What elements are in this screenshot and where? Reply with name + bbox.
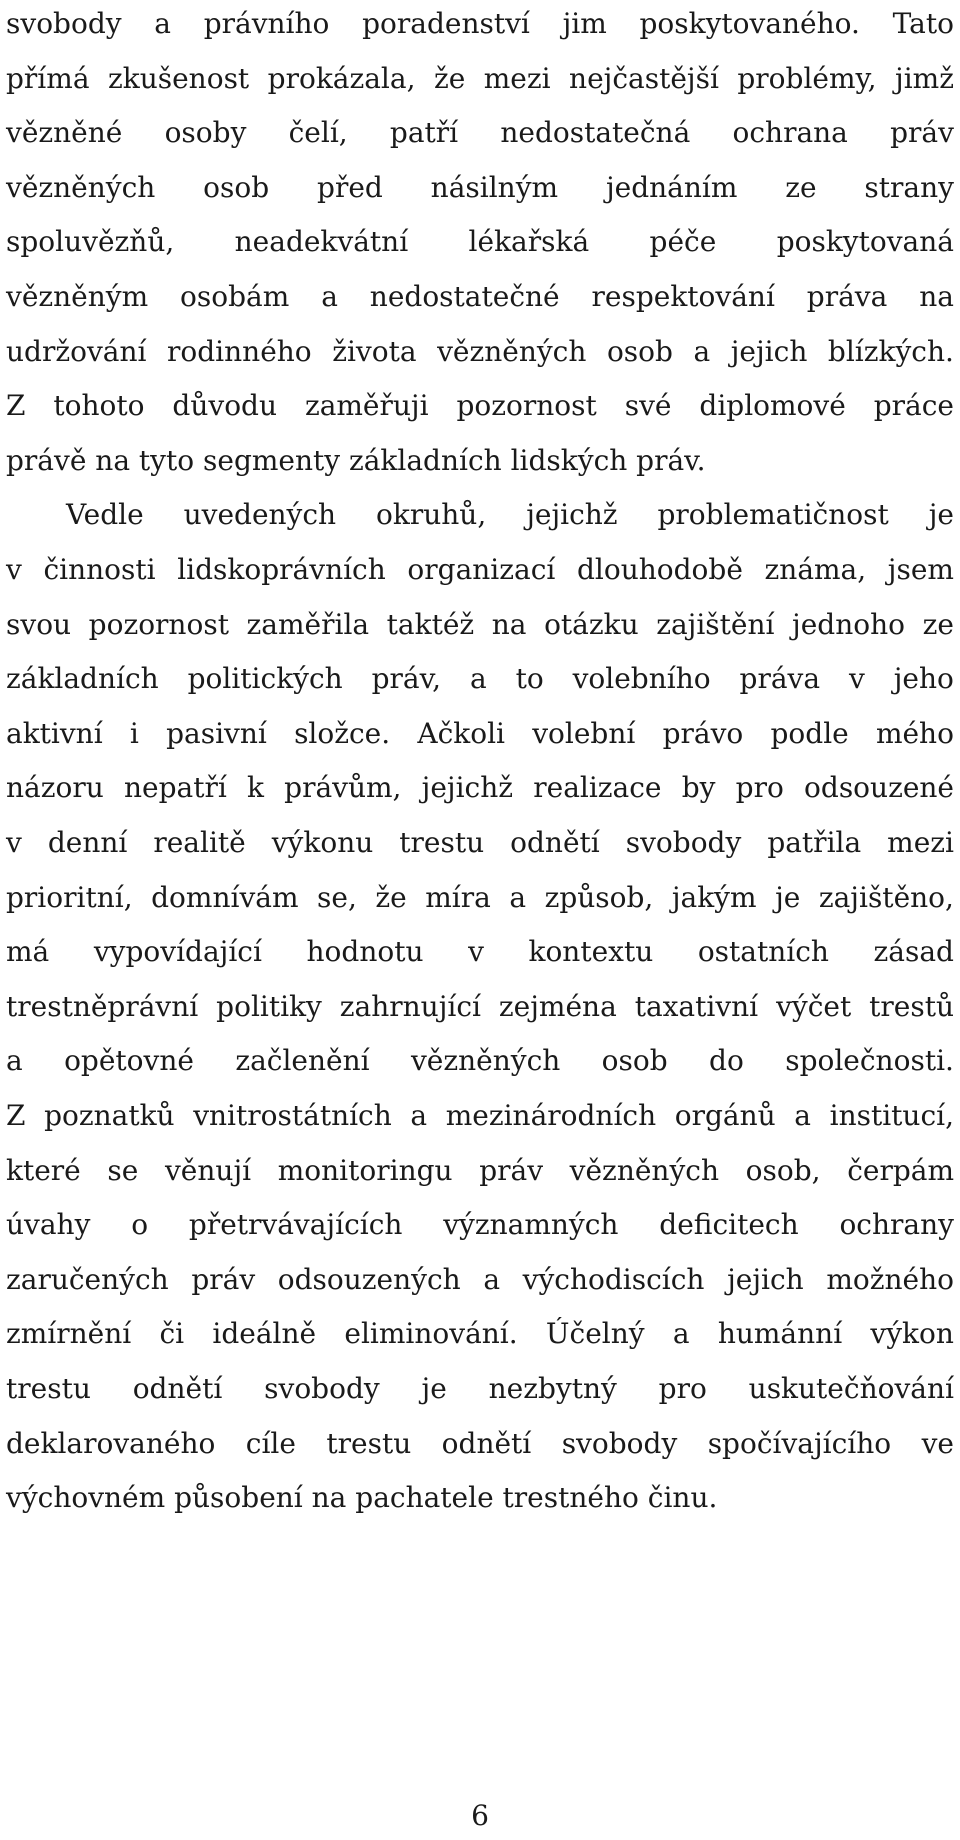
text-line: zmírnění či ideálně eliminování. Účelný a humánní výkon <box>6 1317 954 1351</box>
text-line: zaručených práv odsouzených a východiscích jejich možného <box>6 1262 954 1296</box>
text-line: názoru nepatří k právům, jejichž realizace by pro odsouzené <box>6 771 954 805</box>
text-line: právě na tyto segmenty základních lidských práv. <box>6 443 706 477</box>
text-line: svou pozornost zaměřila taktéž na otázku zajištění jednoho ze <box>6 607 954 641</box>
text-line: deklarovaného cíle trestu odnětí svobody spočívajícího ve <box>6 1426 954 1460</box>
text-line: úvahy o přetrvávajících významných deficitech ochrany <box>6 1208 954 1242</box>
text-line: Vedle uvedených okruhů, jejichž problematičnost je <box>66 498 954 532</box>
text-line: prioritní, domnívám se, že míra a způsob, jakým je zajištěno, <box>6 880 954 914</box>
text-line: trestu odnětí svobody je nezbytný pro uskutečňování <box>6 1372 954 1405</box>
text-line: základních politických práv, a to volebního práva v jeho <box>6 662 954 696</box>
text-line: spoluvězňů, neadekvátní lékařská péče poskytovaná <box>6 225 954 259</box>
text-line: výchovném působení na pachatele trestného činu. <box>6 1481 718 1515</box>
text-line: má vypovídající hodnotu v kontextu ostatních zásad <box>6 935 954 969</box>
text-line: a opětovné začlenění vězněných osob do společnosti. <box>6 1044 954 1078</box>
text-line: v činnosti lidskoprávních organizací dlouhodobě známa, jsem <box>6 553 954 586</box>
text-line: trestněprávní politiky zahrnující zejména taxativní výčet trestů <box>6 989 954 1023</box>
text-line: přímá zkušenost prokázala, že mezi nejčastější problémy, jimž <box>6 61 954 95</box>
text-line: aktivní i pasivní složce. Ačkoli volební právo podle mého <box>6 716 954 750</box>
text-line: Z poznatků vnitrostátních a mezinárodních orgánů a institucí, <box>6 1099 954 1132</box>
text-line: které se věnují monitoringu práv vězněných osob, čerpám <box>6 1153 954 1187</box>
text-line: vězněné osoby čelí, patří nedostatečná ochrana práv <box>6 116 954 150</box>
text-line: vězněným osobám a nedostatečné respektování práva na <box>6 280 954 313</box>
text-line: vězněných osob před násilným jednáním ze strany <box>6 170 954 204</box>
page-number: 6 <box>471 1799 489 1832</box>
text-line: Z tohoto důvodu zaměřuji pozornost své diplomové práce <box>6 389 954 423</box>
text-line: svobody a právního poradenství jim poskytovaného. Tato <box>6 7 954 40</box>
text-line: v denní realitě výkonu trestu odnětí svobody patřila mezi <box>6 826 954 859</box>
text-line: udržování rodinného života vězněných osob a jejich blízkých. <box>6 334 954 368</box>
